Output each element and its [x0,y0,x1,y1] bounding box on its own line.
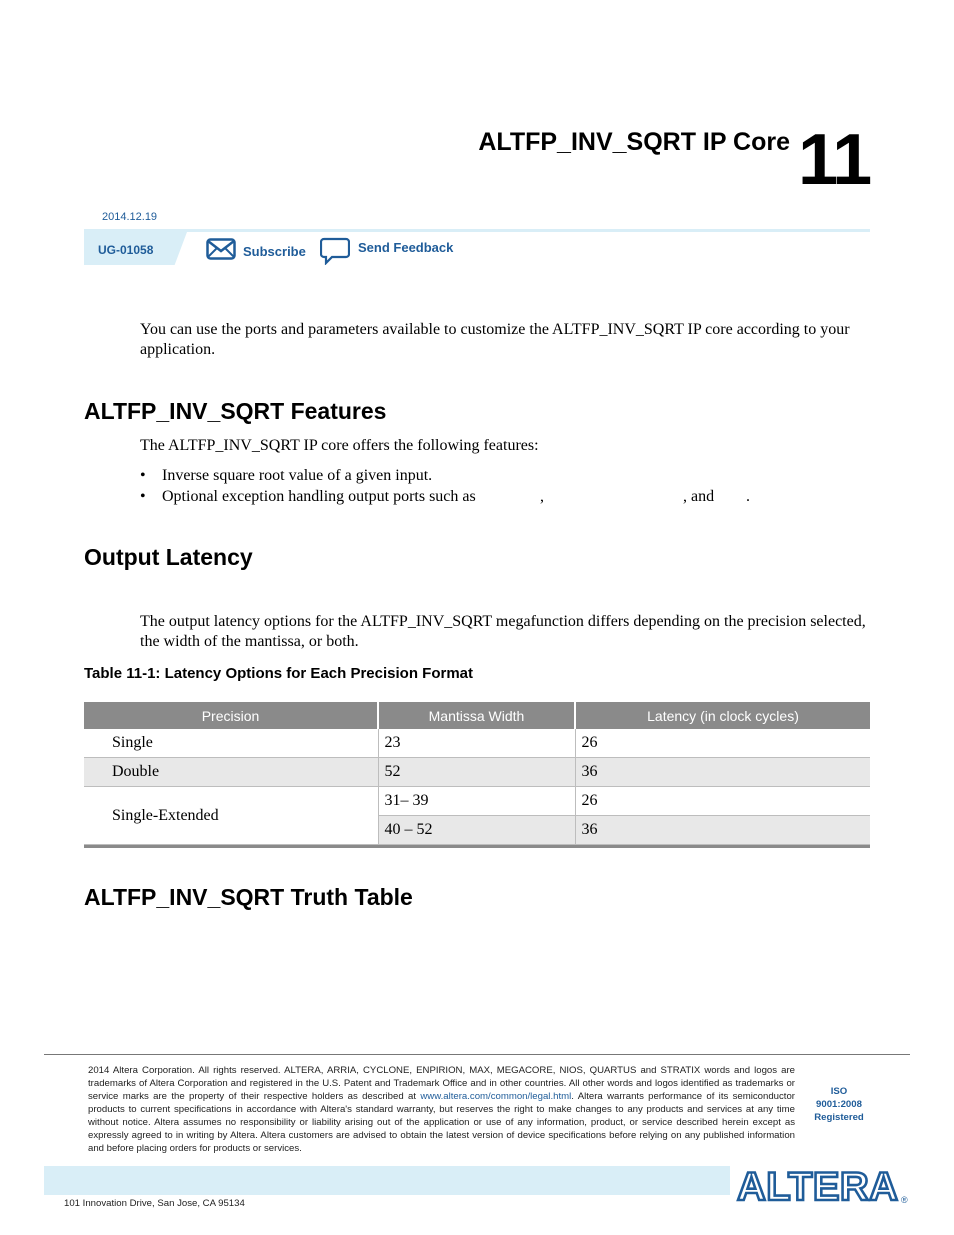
features-intro: The ALTFP_INV_SQRT IP core offers the following features: [140,437,539,454]
table-header-row [84,702,870,729]
send-feedback-link[interactable]: Send Feedback [358,240,454,255]
chapter-title: ALTFP_INV_SQRT IP Core [478,128,790,156]
mail-icon[interactable] [206,238,236,265]
table-cell: Double [84,758,378,787]
company-address: 101 Innovation Drive, San Jose, CA 95134 [64,1198,245,1209]
table-row [84,729,870,758]
list-item-text: Optional exception handling output ports such as [162,488,476,505]
table-cell: Single [84,729,378,758]
table-caption: Table 11-1: Latency Options for Each Precision Format [84,665,473,682]
footer-divider [44,1054,910,1055]
table-row [84,758,870,787]
altera-logo [735,1163,911,1210]
svg-text:®: ® [901,1195,908,1205]
document-date: 2014.12.19 [102,211,158,223]
latency-paragraph: The output latency options for the ALTFP_INV_SQRT megafunction differs depending on the precision selected, the width of the mantissa, or both. [140,613,866,650]
list-item-punctuation: , [540,488,544,505]
legal-link[interactable]: www.altera.com/common/legal.html [420,1091,572,1102]
subscribe-link[interactable]: Subscribe [243,244,306,259]
table-cell: 52 [378,758,575,787]
truth-table-heading: ALTFP_INV_SQRT Truth Table [84,884,413,910]
svg-text:ALTERA: ALTERA [737,1165,897,1205]
iso-line: 9001:2008 [816,1099,862,1110]
intro-paragraph: You can use the ports and parameters available to customize the ALTFP_INV_SQRT IP core according to your application. [140,321,850,358]
list-item-conjunction: , and [683,488,715,505]
header-band [84,229,870,232]
legal-text: 2014 Altera Corporation. All rights reserved. ALTERA, ARRIA, CYCLONE, ENPIRION, MAX, MEGACORE, NIOS, QUARTUS and STRATIX words and logos are trademarks of Altera Corporation and registered in the U.S. Patent and Trademark Office and in other countries. All other words and logos identified as trademarks or service marks are the property of their respective holders as described at [88,1065,795,1102]
column-header: Latency (in clock cycles) [575,702,870,729]
bullet-glyph: • [140,488,146,505]
document-id: UG-01058 [98,243,154,257]
list-item-punctuation: . [746,488,750,505]
chapter-number: 11 [798,120,871,200]
table-cell: Single-Extended [84,787,378,845]
table-bottom-rule [84,845,870,848]
speech-bubble-icon[interactable] [320,237,350,270]
table-cell: 26 [575,787,870,816]
legal-text: . Altera warrants performance of its semiconductor products to current specifications in accordance with Altera's standard warranty, but reserves the right to make changes to any products and services at any time without notice. Altera assumes no responsibility or liability arising out of the application or use of any information, product, or service described herein except as expressly agreed to in writing by Altera. Altera customers are advised to obtain the latest version of device specifications before relying on any published information and before placing orders for products or services. [88,1091,795,1154]
table-cell: 31– 39 [378,787,575,816]
bullet-glyph: • [140,467,146,484]
table-cell: 36 [575,816,870,845]
iso-line: ISO [830,1086,848,1097]
table-cell: 36 [575,758,870,787]
iso-badge [805,1085,873,1124]
column-header: Mantissa Width [378,702,575,729]
list-item-text: Inverse square root value of a given input. [162,467,433,484]
latency-heading: Output Latency [84,544,253,570]
iso-line: Registered [814,1112,864,1123]
features-heading: ALTFP_INV_SQRT Features [84,398,387,424]
table-row [84,787,870,816]
latency-table [84,702,870,845]
table-cell: 23 [378,729,575,758]
column-header: Precision [84,702,378,729]
legal-notice [88,1064,795,1155]
table-cell: 40 – 52 [378,816,575,845]
table-cell: 26 [575,729,870,758]
